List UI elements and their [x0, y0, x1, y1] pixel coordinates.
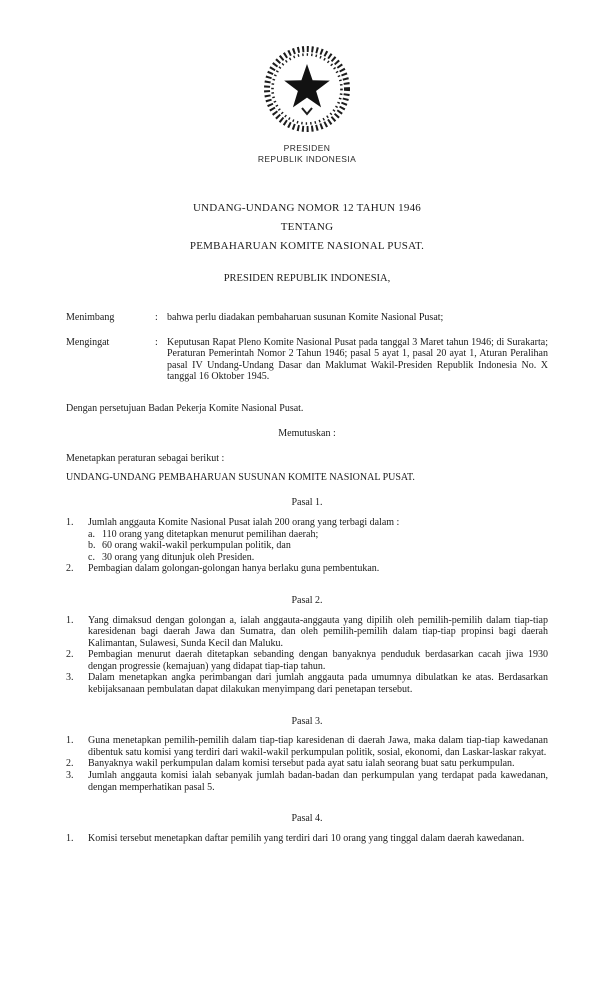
list-item [66, 615, 548, 650]
menimbang-row [66, 312, 548, 324]
item-text-with-subs [88, 517, 548, 563]
salutation: PRESIDEN REPUBLIK INDONESIA, [223, 273, 391, 284]
list-item [66, 758, 548, 770]
law-title-line: UNDANG-UNDANG PEMBAHARUAN SUSUNAN KOMITE NASIONAL PUSAT. [66, 471, 415, 483]
pasal-1-heading: Pasal 1. [291, 497, 323, 509]
sub-item-letter: c. [88, 551, 95, 563]
mengingat-label: Mengingat [66, 336, 110, 348]
sub-item-text: 60 orang wakil-wakil perkumpulan politik, dan [102, 540, 291, 552]
approval-line: Dengan persetujuan Badan Pekerja Komite Nasional Pusat. [66, 402, 304, 414]
mengingat-row [66, 337, 548, 383]
sub-item-letter: b. [88, 540, 96, 552]
org-name-line2: REPUBLIK INDONESIA [257, 154, 357, 164]
menimbang-text: bahwa perlu diadakan pembaharuan susunan Komite Nasional Pusat; [167, 312, 444, 323]
item-text: Jumlah anggauta Komite Nasional Pusat ialah 200 orang yang terbagi dalam : [88, 516, 400, 528]
item-number: 3. [66, 770, 74, 782]
list-item [66, 833, 548, 845]
item-number: 1. [66, 614, 74, 626]
item-text: Yang dimaksud dengan golongan a, ialah anggauta-anggauta yang dipilih oleh pemilih-pemilih dalam tiap-tiap karesidenan bagi daerah Jawa dan Sumatra, dan oleh pemilih-pemilih dalam tiap-tiap propinsi bagi daerah Kalimantan, Sulawesi, Sunda Kecil dan Maluku. [88, 614, 548, 649]
list-item [66, 735, 548, 758]
item-number: 1. [66, 735, 74, 747]
presidential-seal [66, 44, 548, 165]
mengingat-text: Keputusan Rapat Pleno Komite Nasional Pusat pada tanggal 3 Maret tahun 1946; di Surakarta; Peraturan Pemerintah Nomor 2 Tahun 1946; pasal 5 ayat 1, pasal 20 ayat 1, Aturan Peralihan pasal IV Undang-Undang Dasar dan Maklumat Wakil-Presiden Republik Indonesia No. X tanggal 16 Oktober 1945. [167, 336, 548, 383]
item-text: Pembagian dalam golongan-golongan hanya berlaku guna pembentukan. [88, 563, 380, 575]
list-item [66, 563, 548, 575]
item-number: 1. [66, 832, 74, 844]
item-text: Banyaknya wakil perkumpulan dalam komisi tersebut pada ayat satu ialah seorang buat satu perkumpulan. [88, 758, 515, 770]
colon-separator: : [155, 336, 158, 348]
sub-item [88, 540, 548, 552]
sub-item [88, 552, 548, 564]
colon-separator: : [155, 312, 158, 323]
list-item [66, 649, 548, 672]
item-text: Pembagian menurut daerah ditetapkan sebanding dengan banyaknya penduduk berdasarkan cacah jiwa 1930 dengan progressie (kemajuan) yang didapat tiap-tiap tahun. [88, 649, 548, 672]
list-item [66, 517, 548, 563]
item-number: 3. [66, 672, 74, 684]
item-text: Dalam menetapkan angka perimbangan dari jumlah anggauta pada umumnya dibulatkan ke atas. Berdasarkan kebijaksanaan pembulatan dapat dilakukan menyimpang dari penetapan tersebut. [88, 672, 548, 696]
pasal-3-heading: Pasal 3. [291, 715, 323, 727]
pasal-4-heading: Pasal 4. [291, 813, 323, 825]
sub-item-text: 110 orang yang ditetapkan menurut pemilihan daerah; [102, 528, 319, 540]
sub-item-letter: a. [88, 528, 95, 540]
title-line-tentang: TENTANG [280, 221, 334, 233]
item-number: 2. [66, 758, 74, 770]
list-item [66, 672, 548, 695]
pasal-2-heading: Pasal 2. [291, 594, 323, 606]
star-wreath-icon [251, 44, 363, 140]
menetapkan-line: Menetapkan peraturan sebagai berikut : [66, 453, 225, 465]
memutuskan-heading: Memutuskan : [278, 427, 336, 439]
item-number: 2. [66, 563, 74, 575]
item-text: Komisi tersebut menetapkan daftar pemilih yang terdiri dari 10 orang yang tinggal dalam daerah kawedanan. [88, 832, 525, 844]
title-line-subject: PEMBAHARUAN KOMITE NASIONAL PUSAT. [189, 240, 425, 252]
list-item [66, 770, 548, 793]
org-name-line1: PRESIDEN [283, 143, 331, 153]
item-text: Guna menetapkan pemilih-pemilih dalam tiap-tiap karesidenan di daerah Jawa, maka dalam tiap-tiap kawedanan dibentuk satu komisi yang terdiri dari wakil-wakil perkumpulan politik, sosial, ekonomi, dan Laskar-laskar rakyat. [88, 735, 548, 758]
menimbang-label: Menimbang [66, 312, 115, 323]
sub-item-text: 30 orang yang ditunjuk oleh Presiden. [102, 551, 255, 563]
document-title [66, 199, 548, 256]
item-number: 1. [66, 516, 74, 528]
item-text: Jumlah anggauta komisi ialah sebanyak jumlah badan-badan dan perkumpulan yang terdapat pada kawedanan, dengan memperhatikan pasal 5. [88, 770, 548, 793]
sub-item [88, 529, 548, 541]
item-number: 2. [66, 649, 74, 661]
title-line-number: UNDANG-UNDANG NOMOR 12 TAHUN 1946 [193, 202, 421, 214]
